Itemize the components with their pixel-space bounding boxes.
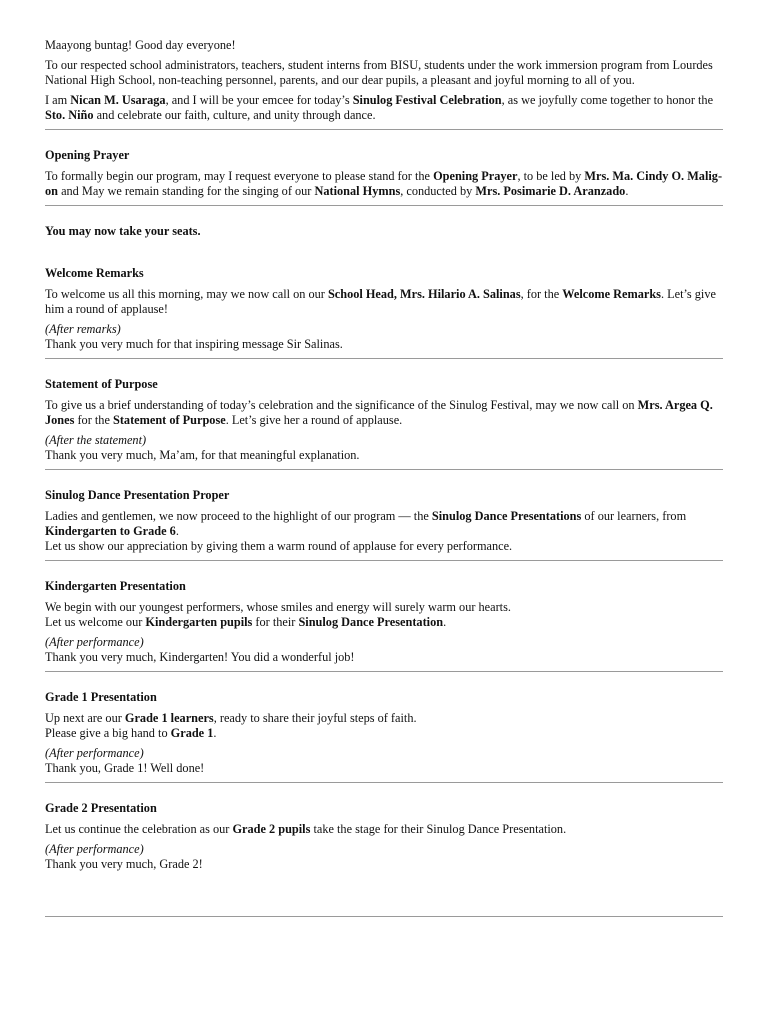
text-span: and May we remain standing for the singing of our — [58, 184, 315, 198]
text-span: . — [443, 615, 447, 629]
honoree-name: Sto. Niño — [45, 108, 94, 122]
text-span: Let us continue the celebration as our — [45, 822, 233, 836]
emcee-intro-paragraph — [45, 93, 723, 123]
text-span: of our learners, from — [581, 509, 687, 523]
bold-term: Kindergarten to Grade 6 — [45, 524, 176, 538]
stage-direction: (After the statement) — [45, 433, 147, 447]
text-span: , conducted by — [400, 184, 476, 198]
take-seats-text: You may now take your seats. — [45, 224, 201, 238]
bold-term: Kindergarten pupils — [145, 615, 253, 629]
welcome-paragraph — [45, 287, 723, 317]
bold-term: Grade 2 pupils — [232, 822, 311, 836]
section-divider — [45, 358, 723, 359]
bold-term: Statement of Purpose — [112, 413, 226, 427]
text-span: and celebrate our faith, culture, and unity through dance. — [93, 108, 376, 122]
grade1-paragraph — [45, 711, 723, 741]
text-span: , ready to share their joyful steps of faith. — [213, 711, 417, 725]
thanks-text: Thank you very much, Grade 2! — [45, 857, 203, 871]
text-span: Up next are our — [45, 711, 125, 725]
after-note — [45, 842, 723, 872]
thanks-text: Thank you very much, Ma’am, for that meaningful explanation. — [45, 448, 360, 462]
text-line: Let us show our appreciation by giving them a warm round of applause for every performance. — [45, 539, 513, 553]
text-span: for their — [252, 615, 299, 629]
text-span: . Let’s give her a round of applause. — [225, 413, 403, 427]
purpose-paragraph — [45, 398, 723, 428]
text-span: , for the — [520, 287, 563, 301]
bold-term: Sinulog Dance Presentations — [431, 509, 582, 523]
thanks-text: Thank you very much, Kindergarten! You did a wonderful job! — [45, 650, 355, 664]
dance-paragraph — [45, 509, 723, 554]
grade-1-section — [45, 690, 723, 776]
bold-term: Grade 1 learners — [124, 711, 214, 725]
after-note — [45, 635, 723, 665]
statement-of-purpose-section — [45, 377, 723, 463]
section-heading: Statement of Purpose — [45, 377, 158, 391]
prayer-leader-name: Mrs. Ma. Cindy O. Malig-on — [45, 169, 723, 198]
bold-term: National Hymns — [314, 184, 401, 198]
opening-prayer-section — [45, 148, 723, 199]
kinder-paragraph — [45, 600, 723, 630]
text-line: We begin with our youngest performers, whose smiles and energy will surely warm our hearts. — [45, 600, 511, 614]
thanks-text: Thank you, Grade 1! Well done! — [45, 761, 205, 775]
after-note — [45, 322, 723, 352]
section-divider — [45, 782, 723, 783]
welcome-remarks-section — [45, 266, 723, 352]
speaker-name: Mrs. Argea Q. Jones — [45, 398, 713, 427]
text-span: Ladies and gentlemen, we now proceed to the highlight of our program — the — [45, 509, 432, 523]
text-span: for the — [74, 413, 113, 427]
greeting-text: Maayong buntag! Good day everyone! — [45, 38, 236, 52]
text-span: . — [175, 524, 179, 538]
text-span: . — [625, 184, 629, 198]
text-span: Let us welcome our — [45, 615, 146, 629]
grade-2-section — [45, 801, 723, 872]
school-head-name: School Head, Mrs. Hilario A. Salinas — [327, 287, 521, 301]
stage-direction: (After performance) — [45, 746, 144, 760]
after-note — [45, 433, 723, 463]
grade2-paragraph — [45, 822, 723, 837]
address-paragraph: To our respected school administrators, teachers, student interns from BISU, students under the work immersion program from Lourdes National High School, non-teaching personnel, parents, and our dear pupils, a pleasant and joyful morning to all of you. — [45, 58, 713, 87]
section-heading: Welcome Remarks — [45, 266, 144, 280]
section-heading: Kindergarten Presentation — [45, 579, 186, 593]
dance-presentation-section — [45, 488, 723, 554]
section-heading: Grade 2 Presentation — [45, 801, 157, 815]
section-heading: Sinulog Dance Presentation Proper — [45, 488, 230, 502]
stage-direction: (After performance) — [45, 635, 144, 649]
section-heading: Grade 1 Presentation — [45, 690, 157, 704]
kindergarten-section — [45, 579, 723, 665]
bold-term: Welcome Remarks — [562, 287, 661, 301]
text-span: , as we joyfully come together to honor the — [501, 93, 714, 107]
text-span: To formally begin our program, may I request everyone to please stand for the — [45, 169, 434, 183]
bold-term: Sinulog Dance Presentation — [298, 615, 444, 629]
section-divider — [45, 469, 723, 470]
event-name: Sinulog Festival Celebration — [352, 93, 502, 107]
section-heading: Opening Prayer — [45, 148, 130, 162]
text-span: To give us a brief understanding of today’s celebration and the significance of the Sinulog Festival, may we now call on — [45, 398, 638, 412]
text-span: , to be led by — [517, 169, 585, 183]
text-span: Please give a big hand to — [45, 726, 171, 740]
text-span: I am — [45, 93, 71, 107]
section-divider — [45, 205, 723, 206]
text-span: take the stage for their Sinulog Dance Presentation. — [310, 822, 567, 836]
conductor-name: Mrs. Posimarie D. Aranzado — [475, 184, 626, 198]
text-span: , and I will be your emcee for today’s — [165, 93, 353, 107]
text-span: . — [213, 726, 217, 740]
thanks-text: Thank you very much for that inspiring message Sir Salinas. — [45, 337, 343, 351]
emcee-name: Nican M. Usaraga — [70, 93, 166, 107]
text-span: To welcome us all this morning, may we now call on our — [45, 287, 328, 301]
bold-term: Opening Prayer — [433, 169, 518, 183]
stage-direction: (After performance) — [45, 842, 144, 856]
section-divider — [45, 560, 723, 561]
section-divider — [45, 916, 723, 917]
bold-term: Grade 1 — [170, 726, 214, 740]
text-span: . Let’s give him a round of applause! — [45, 287, 716, 316]
section-divider — [45, 129, 723, 130]
stage-direction: (After remarks) — [45, 322, 121, 336]
opening-prayer-paragraph — [45, 169, 723, 199]
section-divider — [45, 671, 723, 672]
after-note — [45, 746, 723, 776]
